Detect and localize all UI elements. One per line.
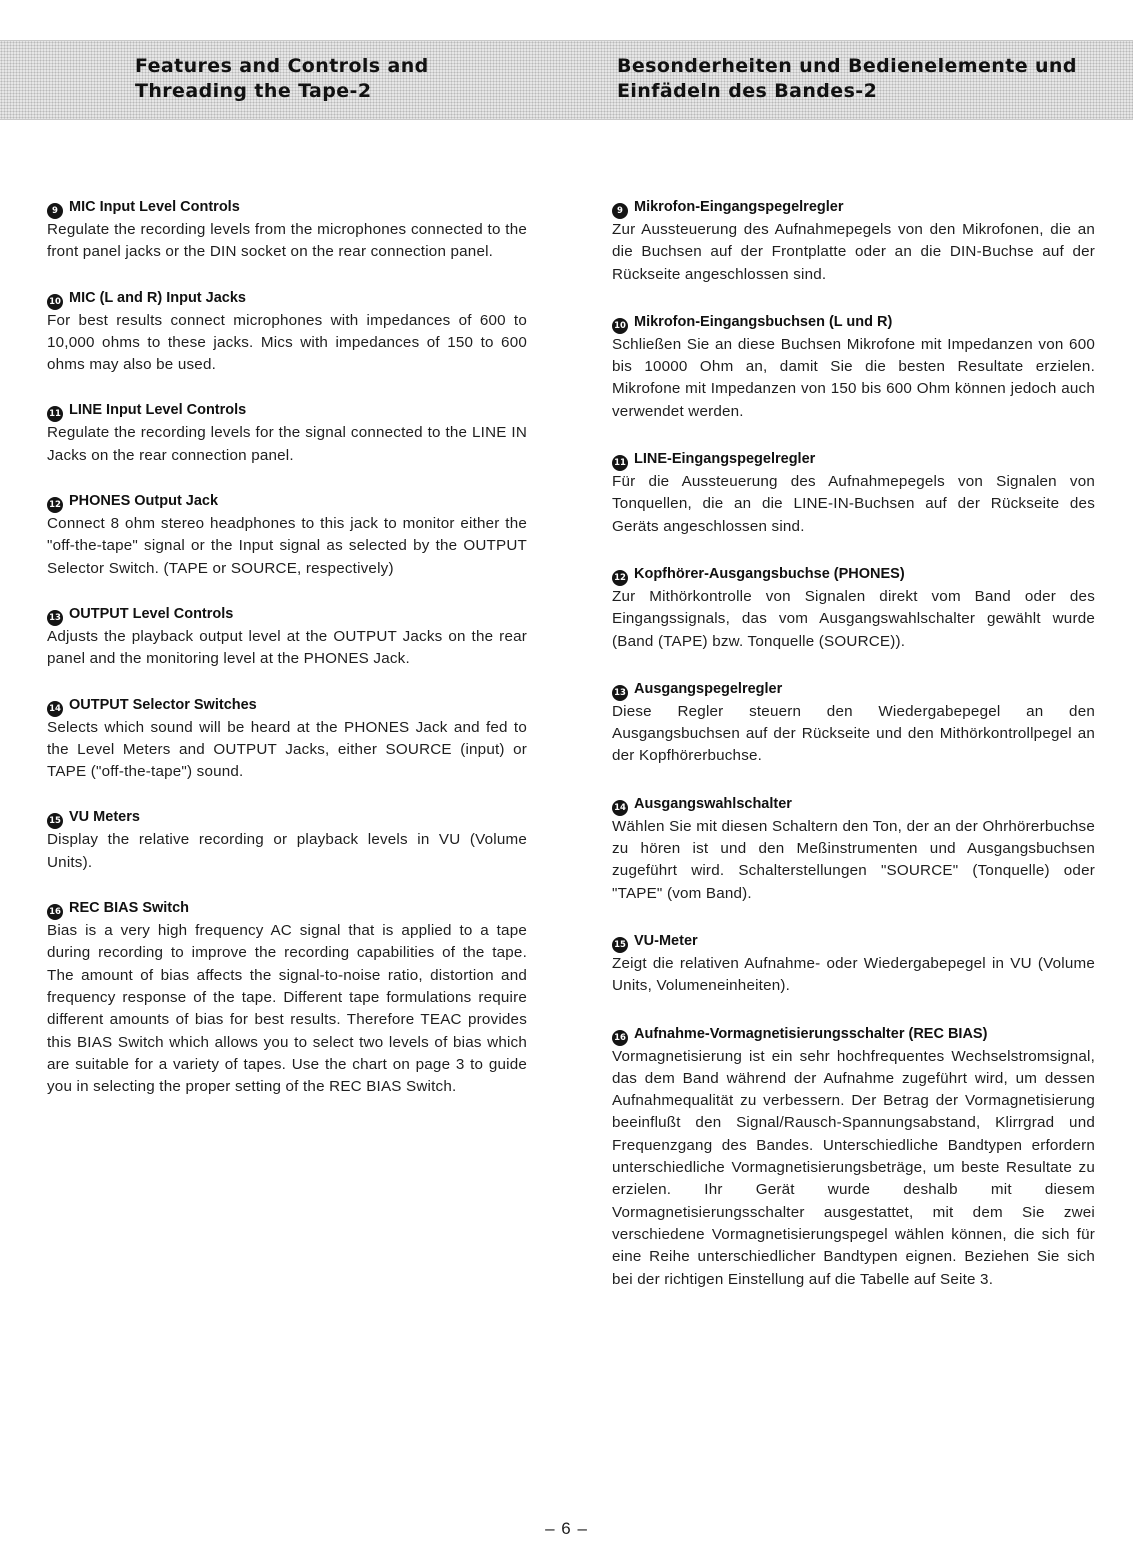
section-title: LINE Input Level Controls: [69, 402, 247, 419]
section-body: For best results connect microphones with impedances of 600 to 10,000 ohms to these jacks. Mics with impedances of 150 to 600 ohms may also be used.: [47, 311, 527, 374]
item-number-badge: 10: [47, 294, 63, 310]
item-number-badge: 16: [612, 1030, 628, 1046]
item-number-badge: 14: [47, 701, 63, 717]
section-title: Ausgangspegelregler: [634, 680, 783, 697]
section-body: Für die Aussteuerung des Aufnahmepegels von Signalen von Tonquellen, die an die LINE-IN-Buchsen auf der Rückseite des Geräts angeschlossen sind.: [612, 473, 1095, 535]
section-body: Selects which sound will be heard at the PHONES Jack and fed to the Level Meters and OUTPUT Jacks, either SOURCE (input) or TAPE ("off-the-tape") sound.: [47, 718, 527, 781]
section-title: Mikrofon-Eingangsbuchsen (L und R): [634, 313, 893, 330]
section-mic-input-level-controls: [47, 196, 527, 264]
section-rec-bias-switch: [47, 897, 527, 1098]
item-number-badge: 15: [47, 813, 63, 829]
section-title: OUTPUT Selector Switches: [69, 696, 257, 713]
item-number-badge: 15: [612, 937, 628, 953]
item-number-badge: 9: [47, 203, 63, 219]
section-mikrofon-eingangsbuchsen: [612, 311, 1095, 423]
page-title-en: Features and Controls and Threading the Tape-2: [135, 55, 429, 102]
section-aufnahme-vormagnetisierungsschalter: [612, 1023, 1095, 1291]
section-body: Zur Aussteuerung des Aufnahmepegels von den Mikrofonen, die an die Buchsen auf der Frontplatte oder an die DIN-Buchse auf der Rückseite angeschlossen sind.: [612, 221, 1095, 283]
german-column: [612, 196, 1095, 1316]
english-column: [47, 196, 527, 1121]
section-title: LINE-Eingangspegelregler: [634, 451, 816, 468]
section-body: Bias is a very high frequency AC signal that is applied to a tape during recording to improve the recording capabilities of the tape. The amount of bias affects the signal-to-noise ratio, distortion and frequency response of the tape. Different tape formulations require different amounts of bias for best results. Therefore TEAC provides this BIAS Switch which allows you to select two levels of bias which are suitable for a variety of tapes. Use the chart on page 3 to guide you in selecting the proper setting of the REC BIAS Switch.: [47, 922, 527, 1096]
section-output-selector-switches: [47, 694, 527, 784]
section-body: Wählen Sie mit diesen Schaltern den Ton, der an der Ohrhörerbuchse zu hören ist und den Meßinstrumenten und Ausgangsbuchsen zugeführt wird. Schalterstellungen "SOURCE" (Tonquelle) oder "TAPE" (vom Band).: [612, 817, 1095, 902]
section-body: Regulate the recording levels from the microphones connected to the front panel jacks or the DIN socket on the rear connection panel.: [47, 221, 527, 261]
header-band: [0, 40, 1133, 120]
item-number-badge: 13: [47, 610, 63, 626]
section-phones-output-jack: [47, 490, 527, 580]
section-line-eingangspegelregler: [612, 448, 1095, 538]
section-mic-input-jacks: [47, 287, 527, 377]
item-number-badge: 13: [612, 685, 628, 701]
section-title: Mikrofon-Eingangspegelregler: [634, 199, 844, 215]
section-body: Adjusts the playback output level at the OUTPUT Jacks on the rear panel and the monitoring level at the PHONES Jack.: [47, 627, 527, 668]
section-output-level-controls: [47, 603, 527, 671]
item-number-badge: 12: [47, 497, 63, 513]
section-mikrofon-eingangspegelregler: [612, 196, 1095, 286]
section-body: Zeigt die relativen Aufnahme- oder Wiedergabepegel in VU (Volume Units, Volumeneinheiten).: [612, 954, 1095, 995]
section-title: Aufnahme-Vormagnetisierungsschalter (REC BIAS): [634, 1025, 988, 1042]
section-body: Vormagnetisierung ist ein sehr hochfrequentes Wechselstromsignal, das dem Band während der Aufnahme zugeführt wird, um dessen Aufnahmequalität zu verbessern. Der Betrag der Vormagnetisierung beeinflußt den Signal/Rausch-Spannungsabstand, Klirrgrad und Frequenzgang des Bandes. Unterschiedliche Bandtypen erfordern unterschiedliche Vormagnetisierungsbeträge, um beste Resultate zu erzielen. Ihr Gerät wurde deshalb mit diesem Vormagnetisierungsschalter ausgestattet, mit dem Sie zwei verschiedene Vormagnetisierungspegel wählen können, die sich für eine Reihe unterschiedlicher Bandtypen eignen. Beziehen Sie sich bei der richtigen Einstellung auf die Tabelle auf Seite 3.: [612, 1047, 1095, 1288]
section-body: Schließen Sie an diese Buchsen Mikrofone mit Impedanzen von 600 bis 10000 Ohm an, damit Sie die besten Resultate erzielen. Mikrofone mit Impedanzen von 150 bis 600 Ohm können jedoch auch verwendet werden.: [612, 335, 1095, 420]
section-vu-meter: [612, 930, 1095, 998]
section-body: Display the relative recording or playback levels in VU (Volume Units).: [47, 831, 527, 871]
item-number-badge: 11: [612, 455, 628, 471]
section-body: Diese Regler steuern den Wiedergabepegel an den Ausgangsbuchsen auf der Rückseite und den Mithörkontrollpegel an der Kopfhörerbuchse.: [612, 702, 1095, 765]
section-kopfhoerer-ausgangsbuchse: [612, 563, 1095, 653]
page-number: – 6 –: [545, 1519, 588, 1538]
section-title: MIC (L and R) Input Jacks: [69, 289, 246, 306]
item-number-badge: 16: [47, 904, 63, 920]
page-title-de: Besonderheiten und Bedienelemente und Einfädeln des Bandes-2: [617, 55, 1077, 102]
section-body: Zur Mithörkontrolle von Signalen direkt vom Band oder des Eingangssignals, das vom Ausgangswahlschalter gewählt wurde (Band (TAPE) bzw. Tonquelle (SOURCE)).: [612, 587, 1095, 650]
section-title: Ausgangswahlschalter: [634, 795, 792, 812]
section-line-input-level-controls: [47, 399, 527, 467]
section-vu-meters: [47, 806, 527, 874]
section-title: OUTPUT Level Controls: [69, 605, 234, 622]
section-title: Kopfhörer-Ausgangsbuchse (PHONES): [634, 565, 905, 582]
section-title: PHONES Output Jack: [69, 493, 219, 510]
item-number-badge: 11: [47, 406, 63, 422]
item-number-badge: 10: [612, 318, 628, 334]
section-ausgangswahlschalter: [612, 793, 1095, 905]
section-title: VU Meters: [69, 809, 140, 826]
section-title: MIC Input Level Controls: [69, 199, 240, 215]
item-number-badge: 12: [612, 570, 628, 586]
item-number-badge: 9: [612, 203, 628, 219]
item-number-badge: 14: [612, 800, 628, 816]
section-title: REC BIAS Switch: [69, 900, 190, 917]
section-ausgangspegelregler: [612, 678, 1095, 768]
section-body: Regulate the recording levels for the signal connected to the LINE IN Jacks on the rear connection panel.: [47, 424, 527, 464]
section-body: Connect 8 ohm stereo headphones to this jack to monitor either the "off-the-tape" signal or the Input signal as selected by the OUTPUT Selector Switch. (TAPE or SOURCE, respectively): [47, 515, 527, 577]
section-title: VU-Meter: [634, 932, 698, 949]
